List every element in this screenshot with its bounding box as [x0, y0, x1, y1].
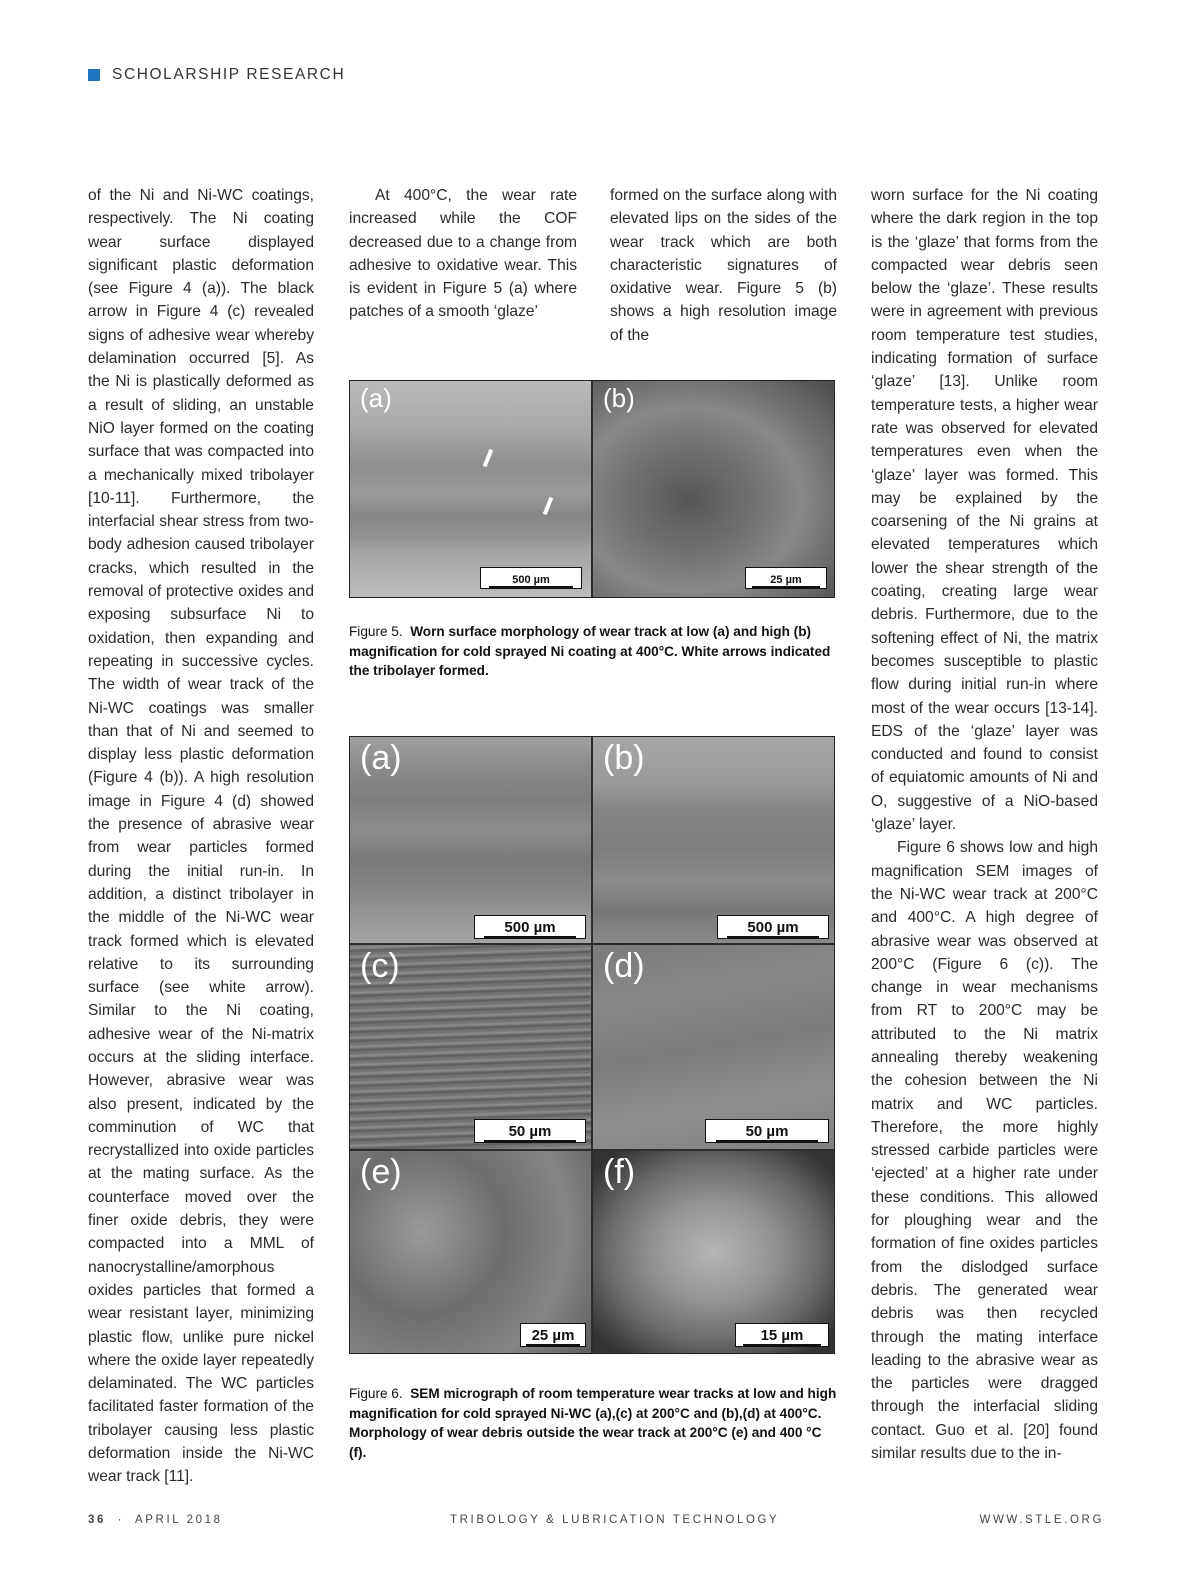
paragraph: worn surface for the Ni coating where the dark region in the top is the ‘glaze’ that forms from the compacted wear debris seen below the ‘glaze’. These results were in agreement with previous room temperature test studies, indicating formation of surface ‘glaze’ [13]. Unlike room temperature tests, a higher wear rate was observed for elevated temperatures even when the ‘glaze’ layer was formed. This may be explained by the coarsening of the Ni grains at elevated temperatures which lower the shear strength of the coating, creating large wear debris. Furthermore, due to the softening effect of Ni, the matrix becomes susceptible to plastic flow during initial run-in where most of the wear occurs [13-14]. EDS of the ‘glaze’ layer was conducted and found to consist of equiatomic amounts of Ni and O, suggestive of a NiO-based ‘glaze’ layer. [871, 187, 1098, 834]
footer-separator: · [117, 1514, 125, 1526]
panel-label: (a) [360, 739, 402, 777]
panel-label: (c) [360, 947, 400, 985]
scale-bar: 25 µm [520, 1323, 586, 1347]
figure-5-caption [349, 622, 837, 681]
section-title: SCHOLARSHIP RESEARCH [112, 66, 346, 83]
figure-6-image [349, 736, 835, 1354]
paragraph: Figure 6 shows low and high magnification SEM images of the Ni-WC wear track at 200°C and 400°C. A high degree of abrasive wear was observed at 200°C (Figure 6 (c)). The change in wear mechanisms from RT to 200°C may be attributed to the Ni matrix annealing thereby weakening the cohesion between the Ni matrix and WC particles. Therefore, the more highly stressed carbide particles were ‘ejected’ at a higher rate under these conditions. This allowed for ploughing wear and the formation of fine oxides particles from the dislodged surface debris. The generated wear debris was then recycled through the mating interface leading to the abrasive wear as the particles were dragged through the interfacial sliding contact. Guo et al. [20] found similar results due to the in- [871, 839, 1098, 1463]
scale-bar: 50 µm [474, 1119, 586, 1143]
issue-date: APRIL 2018 [135, 1514, 223, 1526]
panel-label: (d) [603, 947, 645, 985]
panel-label: (b) [603, 739, 645, 777]
panel-label: (b) [603, 383, 635, 413]
text-column-3 [610, 184, 837, 347]
caption-text: SEM micrograph of room temperature wear tracks at low and high magnification for cold sprayed Ni-WC (a),(c) at 200°C and (b),(d) at 400°C. Morphology of wear debris outside the wear track at 200°C (e) and 400 °C (f). [349, 1386, 837, 1460]
scale-bar: 500 µm [717, 915, 829, 939]
text-column-4 [871, 184, 1098, 1465]
section-marker-icon [88, 69, 100, 81]
figure-6-caption [349, 1384, 837, 1462]
panel-label: (e) [360, 1153, 402, 1191]
footer-left [88, 1514, 223, 1526]
scale-bar: 500 µm [474, 915, 586, 939]
panel-label: (f) [603, 1153, 636, 1191]
caption-label: Figure 5. [349, 624, 403, 639]
caption-text: Worn surface morphology of wear track at low (a) and high (b) magnification for cold sprayed Ni coating at 400°C. White arrows indicated the tribolayer formed. [349, 624, 831, 678]
sem-panel-b [593, 737, 834, 943]
text-column-2 [349, 184, 577, 324]
text-column-1 [88, 184, 314, 1489]
scale-bar: 15 µm [735, 1323, 829, 1347]
paragraph: At 400°C, the wear rate increased while the COF decreased due to a change from adhesive to oxidative wear. This is evident in Figure 5 (a) where patches of a smooth ‘glaze’ [349, 187, 577, 321]
sem-panel-b [593, 381, 834, 597]
sem-panel-d [593, 945, 834, 1149]
paragraph: of the Ni and Ni-WC coatings, respectively. The Ni coating wear surface displayed significant plastic deformation (see Figure 4 (a)). The black arrow in Figure 4 (c) revealed signs of adhesive wear whereby delamination occurred [5]. As the Ni is plastically deformed as a result of sliding, an unstable NiO layer formed on the coating surface that was compacted into a mechanically mixed tribolayer [10-11]. Furthermore, the interfacial shear stress from two-body adhesion caused tribolayer cracks, which resulted in the removal of protective oxides and exposing subsurface Ni to oxidation, then expanding and repeating in successive cycles. The width of wear track of the Ni-WC coatings was smaller than that of Ni and seemed to display less plastic deformation (Figure 4 (b)). A high resolution image in Figure 4 (d) showed the presence of abrasive wear from wear particles formed during the initial run-in. In addition, a distinct tribolayer in the middle of the Ni-WC wear track formed which is elevated relative to its surrounding surface (see white arrow). Similar to the Ni coating, adhesive wear of the Ni-matrix occurs at the sliding interface. However, abrasive wear was also present, indicated by the comminution of WC that recrystallized into oxide particles at the mating surface. As the counterface moved over the finer oxide debris, they were compacted into a MML of nanocrystalline/amorphous oxides particles that formed a wear resistant layer, minimizing plastic flow, unlike pure nickel where the oxide layer repeatedly delaminated. The WC particles facilitated faster formation of the tribolayer causing less plastic deformation inside the Ni-WC wear track [11]. [88, 187, 314, 1486]
section-header [88, 66, 345, 84]
paragraph: formed on the surface along with elevated lips on the sides of the wear track which are both characteristic signatures of oxidative wear. Figure 5 (b) shows a high resolution image of the [610, 187, 837, 344]
scale-bar: 25 µm [745, 567, 827, 589]
sem-panel-e [350, 1151, 591, 1353]
caption-label: Figure 6. [349, 1386, 403, 1401]
sem-panel-c [350, 945, 591, 1149]
figure-5-image [349, 380, 835, 598]
scale-bar: 500 µm [480, 567, 582, 589]
magazine-title: TRIBOLOGY & LUBRICATION TECHNOLOGY [450, 1514, 780, 1526]
tribolayer-arrow-icon [483, 449, 493, 467]
page-number: 36 [88, 1514, 106, 1526]
panel-label: (a) [360, 383, 392, 413]
tribolayer-arrow-icon [543, 497, 553, 515]
sem-panel-f [593, 1151, 834, 1353]
scale-bar: 50 µm [705, 1119, 829, 1143]
sem-panel-a [350, 381, 591, 597]
website: WWW.STLE.ORG [979, 1514, 1104, 1526]
sem-panel-a [350, 737, 591, 943]
